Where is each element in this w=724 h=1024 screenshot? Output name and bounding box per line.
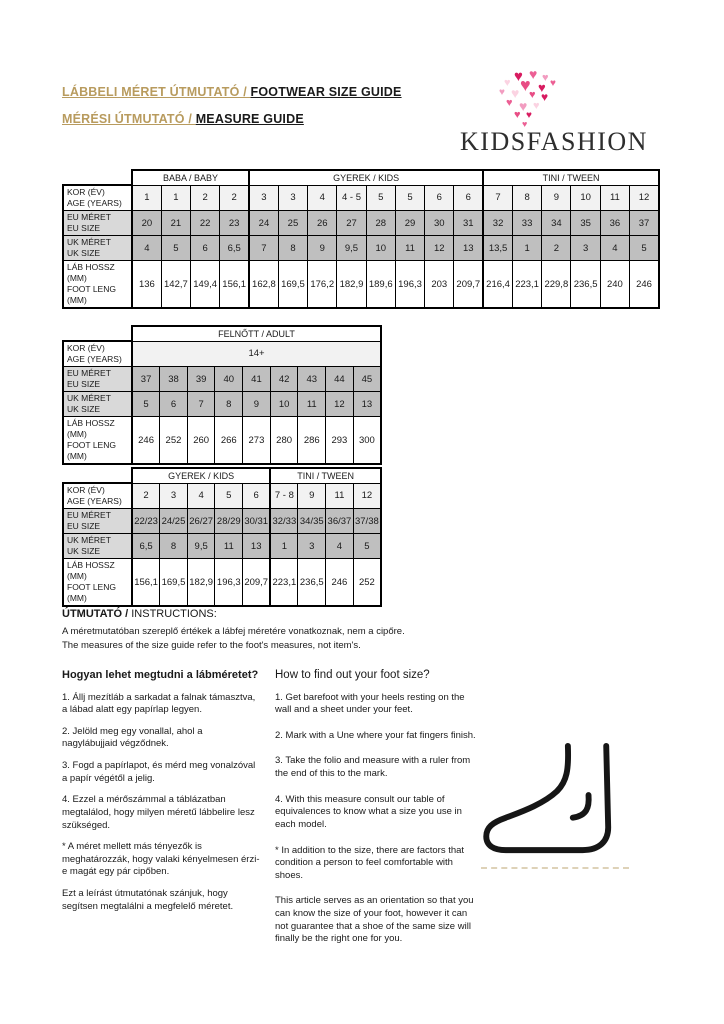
table-cell: 156,1	[220, 261, 249, 309]
instruction-item-en: This article serves as an orientation so that you can know the size of your foot, however it can not guarantee that a shoe of the same size will finally be the right one for you.	[275, 895, 474, 945]
table-cell: 32/33	[270, 509, 298, 534]
table-cell: 38	[160, 367, 188, 392]
instruction-item-en: 1. Get barefoot with your heels resting on the wall and a sheet under your feet.	[275, 691, 465, 716]
table-cell: 1	[270, 534, 298, 559]
heart-icon: ♥	[511, 85, 520, 101]
table-cell: 1	[512, 236, 541, 261]
table-cell: 22	[191, 211, 220, 236]
table-cell: 223,1	[270, 559, 298, 607]
table-cell: 14+	[132, 341, 381, 367]
table-cell: 11	[326, 483, 354, 509]
table-cell: 36/37	[326, 509, 354, 534]
table-cell: 223,1	[512, 261, 541, 309]
table-cell: 34/35	[298, 509, 326, 534]
table-cell: 4	[132, 236, 161, 261]
table-cell: 246	[630, 261, 659, 309]
table-cell: 3	[160, 483, 188, 509]
table-cell: 30	[425, 211, 454, 236]
group-header: GYEREK / KIDS	[249, 170, 483, 185]
group-header: TINI / TWEEN	[483, 170, 659, 185]
table-cell: 9	[308, 236, 337, 261]
table-cell: 6	[160, 392, 188, 417]
table-cell: 10	[270, 392, 298, 417]
group-header: TINI / TWEEN	[270, 468, 381, 483]
table-cell: 13,5	[483, 236, 512, 261]
table-cell: 240	[600, 261, 629, 309]
table-cell: 13	[353, 392, 381, 417]
size-table	[62, 467, 382, 607]
table-cell: 162,8	[249, 261, 278, 309]
table-cell: 209,7	[243, 559, 271, 607]
table-cell: 182,9	[337, 261, 366, 309]
table-cell: 229,8	[542, 261, 571, 309]
table-cell: 28	[366, 211, 395, 236]
table-cell: 6,5	[220, 236, 249, 261]
row-label: EU MÉRET EU SIZE	[63, 509, 132, 534]
heart-icon: ♥	[550, 78, 556, 89]
table-cell: 209,7	[454, 261, 483, 309]
table-cell: 44	[326, 367, 354, 392]
table-cell: 169,5	[278, 261, 307, 309]
row-label: LÁB HOSSZ (MM) FOOT LENG (MM)	[63, 559, 132, 607]
table-cell: 11	[600, 185, 629, 211]
instruction-item-hu: 1. Állj mezítláb a sarkadat a falnak támasztva, a lábad alatt egy papírlap legyen.	[62, 691, 256, 716]
table-cell: 5	[366, 185, 395, 211]
title-english: FOOTWEAR SIZE GUIDE	[250, 85, 402, 99]
table-cell: 24/25	[160, 509, 188, 534]
table-cell: 26/27	[187, 509, 215, 534]
table-cell: 8	[278, 236, 307, 261]
heart-icon: ♥	[514, 109, 521, 121]
table-cell: 1	[132, 185, 161, 211]
table-cell: 2	[220, 185, 249, 211]
table-cell: 21	[161, 211, 190, 236]
table-cell: 189,6	[366, 261, 395, 309]
table-cell: 7	[483, 185, 512, 211]
heart-icon: ♥	[541, 90, 549, 104]
table-cell: 236,5	[571, 261, 600, 309]
heart-icon: ♥	[538, 80, 546, 95]
table-cell: 169,5	[160, 559, 188, 607]
group-header: FELNŐTT / ADULT	[132, 326, 381, 341]
size-table-adult	[62, 325, 382, 465]
instruction-item-hu: 4. Ezzel a mérőszámmal a táblázatban megtalálod, hogy milyen méretű lábbelire lesz szükséged.	[62, 794, 255, 831]
table-cell: 5	[132, 392, 160, 417]
table-cell: 36	[600, 211, 629, 236]
title-hungarian: LÁBBELI MÉRET ÚTMUTATÓ /	[62, 85, 251, 99]
table-cell: 24	[249, 211, 278, 236]
table-cell: 156,1	[132, 559, 160, 607]
table-cell: 260	[187, 417, 215, 465]
heart-icon: ♥	[506, 97, 513, 109]
heart-cluster-logo-icon	[498, 66, 570, 129]
heart-icon: ♥	[499, 87, 505, 98]
table-cell: 7	[249, 236, 278, 261]
foot-illustration	[478, 740, 643, 869]
table-cell: 4	[308, 185, 337, 211]
row-label: KOR (ÉV) AGE (YEARS)	[63, 341, 132, 367]
table-cell: 11	[395, 236, 424, 261]
column-heading-hu: Hogyan lehet megtudni a lábméretet?	[62, 668, 259, 681]
table-cell: 37/38	[353, 509, 381, 534]
page-title-footwear-size-guide	[62, 85, 402, 99]
table-cell: 40	[215, 367, 243, 392]
table-cell: 6	[425, 185, 454, 211]
group-header: GYEREK / KIDS	[132, 468, 270, 483]
heart-icon: ♥	[533, 100, 540, 112]
table-cell: 8	[512, 185, 541, 211]
table-cell: 6	[454, 185, 483, 211]
table-cell: 7	[187, 392, 215, 417]
table-cell: 196,3	[215, 559, 243, 607]
table-cell: 12	[326, 392, 354, 417]
table-cell: 34	[542, 211, 571, 236]
table-cell: 176,2	[308, 261, 337, 309]
instructions-heading	[62, 608, 482, 620]
table-cell: 9	[298, 483, 326, 509]
table-cell: 1	[161, 185, 190, 211]
table-cell: 6	[191, 236, 220, 261]
group-header: BABA / BABY	[132, 170, 249, 185]
table-cell: 300	[353, 417, 381, 465]
instruction-item-en: 4. With this measure consult our table of equivalences to know what a size you use in each model.	[275, 793, 462, 830]
row-label: LÁB HOSSZ (MM) FOOT LENG (MM)	[63, 261, 132, 309]
row-label: LÁB HOSSZ (MM) FOOT LENG (MM)	[63, 417, 132, 465]
row-label: KOR (ÉV) AGE (YEARS)	[63, 185, 132, 211]
table-cell: 37	[630, 211, 659, 236]
instructions-section	[62, 608, 482, 959]
table-cell: 12	[630, 185, 659, 211]
row-label: KOR (ÉV) AGE (YEARS)	[63, 483, 132, 509]
table-cell: 37	[132, 367, 160, 392]
row-label: UK MÉRET UK SIZE	[63, 236, 132, 261]
table-cell: 142,7	[161, 261, 190, 309]
table-cell: 5	[161, 236, 190, 261]
size-table	[62, 169, 660, 309]
table-cell: 29	[395, 211, 424, 236]
instruction-item-hu: 3. Fogd a papírlapot, és mérd meg vonalzóval a papír végétől a jelig.	[62, 760, 256, 784]
table-cell: 280	[270, 417, 298, 465]
table-cell: 9,5	[187, 534, 215, 559]
table-cell: 3	[298, 534, 326, 559]
table-cell: 35	[571, 211, 600, 236]
title-hungarian: MÉRÉSI ÚTMUTATÓ /	[62, 112, 196, 126]
table-cell: 22/23	[132, 509, 160, 534]
table-cell: 7 - 8	[270, 483, 298, 509]
table-cell: 196,3	[395, 261, 424, 309]
heart-icon: ♥	[520, 75, 531, 95]
instruction-item-en: 3. Take the folio and measure with a ruler from the end of this to the mark.	[275, 755, 471, 779]
heart-icon: ♥	[514, 68, 523, 85]
table-cell: 4	[187, 483, 215, 509]
instructions-intro-en: The measures of the size guide refer to the foot's measures, not item's.	[62, 640, 361, 652]
table-cell: 266	[215, 417, 243, 465]
table-cell: 149,4	[191, 261, 220, 309]
table-cell: 43	[298, 367, 326, 392]
table-cell: 3	[571, 236, 600, 261]
instructions-heading-hu: ÚTMUTATÓ /	[62, 608, 132, 620]
measure-dashed-line	[481, 867, 629, 869]
instructions-column-english	[275, 669, 480, 959]
column-heading-en: How to find out your foot size?	[275, 668, 430, 681]
table-cell: 39	[187, 367, 215, 392]
table-cell: 5	[215, 483, 243, 509]
foot-icon	[478, 740, 643, 858]
instruction-item-en: * In addition to the size, there are factors that condition a person to feel comfortable with shoes.	[275, 844, 465, 881]
table-cell: 293	[326, 417, 354, 465]
size-table	[62, 325, 382, 465]
table-cell: 203	[425, 261, 454, 309]
table-cell: 4 - 5	[337, 185, 366, 211]
table-cell: 5	[353, 534, 381, 559]
table-cell: 6,5	[132, 534, 160, 559]
heart-icon: ♥	[504, 77, 511, 89]
table-cell: 136	[132, 261, 161, 309]
table-cell: 9,5	[337, 236, 366, 261]
table-corner	[63, 468, 132, 483]
row-label: EU MÉRET EU SIZE	[63, 367, 132, 392]
table-cell: 31	[454, 211, 483, 236]
table-cell: 25	[278, 211, 307, 236]
table-cell: 286	[298, 417, 326, 465]
brand-name: KIDSFASHION	[460, 127, 648, 156]
table-cell: 236,5	[298, 559, 326, 607]
table-cell: 42	[270, 367, 298, 392]
table-cell: 5	[395, 185, 424, 211]
table-cell: 6	[243, 483, 271, 509]
table-cell: 252	[353, 559, 381, 607]
table-cell: 45	[353, 367, 381, 392]
table-cell: 2	[542, 236, 571, 261]
size-table-kids-tween-double	[62, 467, 382, 607]
row-label: UK MÉRET UK SIZE	[63, 392, 132, 417]
table-corner	[63, 326, 132, 341]
table-cell: 3	[278, 185, 307, 211]
heart-icon: ♥	[519, 98, 528, 114]
table-cell: 182,9	[187, 559, 215, 607]
table-cell: 12	[353, 483, 381, 509]
instruction-item-en: 2. Mark with a Une where your fat fingers finish.	[275, 729, 476, 741]
table-cell: 10	[571, 185, 600, 211]
instructions-column-hungarian	[62, 669, 260, 959]
table-cell: 26	[308, 211, 337, 236]
table-cell: 27	[337, 211, 366, 236]
table-cell: 30/31	[243, 509, 271, 534]
table-cell: 28/29	[215, 509, 243, 534]
table-cell: 20	[132, 211, 161, 236]
table-cell: 11	[215, 534, 243, 559]
table-cell: 3	[249, 185, 278, 211]
row-label: UK MÉRET UK SIZE	[63, 534, 132, 559]
table-cell: 13	[243, 534, 271, 559]
table-cell: 216,4	[483, 261, 512, 309]
table-cell: 9	[542, 185, 571, 211]
table-cell: 2	[191, 185, 220, 211]
table-cell: 33	[512, 211, 541, 236]
instructions-heading-en: INSTRUCTIONS:	[131, 608, 217, 620]
heart-icon: ♥	[542, 72, 549, 84]
instruction-item-hu: 2. Jelöld meg egy vonallal, ahol a nagylábujjaid végződnek.	[62, 725, 203, 750]
table-cell: 246	[132, 417, 160, 465]
title-english: MEASURE GUIDE	[195, 112, 304, 126]
table-cell: 246	[326, 559, 354, 607]
table-cell: 9	[243, 392, 271, 417]
table-cell: 8	[160, 534, 188, 559]
table-cell: 5	[630, 236, 659, 261]
table-cell: 273	[243, 417, 271, 465]
heart-icon: ♥	[529, 89, 536, 101]
row-label: EU MÉRET EU SIZE	[63, 211, 132, 236]
heart-icon: ♥	[522, 119, 528, 129]
table-cell: 10	[366, 236, 395, 261]
size-table-baby-kids-tween	[62, 169, 660, 309]
instructions-intro-hu: A méretmutatóban szereplő értékek a lábfej méretére vonatkoznak, nem a cipőre.	[62, 626, 405, 637]
instruction-item-hu: Ezt a leírást útmutatónak szánjuk, hogy segítsen megtalálni a megfelelő méretet.	[62, 888, 234, 912]
page-title-measure-guide	[62, 112, 304, 126]
table-cell: 41	[243, 367, 271, 392]
table-corner	[63, 170, 132, 185]
table-cell: 32	[483, 211, 512, 236]
table-cell: 8	[215, 392, 243, 417]
heart-icon: ♥	[529, 66, 538, 82]
table-cell: 2	[132, 483, 160, 509]
table-cell: 23	[220, 211, 249, 236]
table-cell: 12	[425, 236, 454, 261]
heart-icon: ♥	[526, 110, 532, 121]
table-cell: 4	[600, 236, 629, 261]
instruction-item-hu: * A méret mellett más tényezők is meghatározzák, hogy valaki kényelmesen érzi-e magát egy pár cipőben.	[62, 841, 260, 878]
table-cell: 252	[160, 417, 188, 465]
table-cell: 4	[326, 534, 354, 559]
table-cell: 11	[298, 392, 326, 417]
table-cell: 13	[454, 236, 483, 261]
